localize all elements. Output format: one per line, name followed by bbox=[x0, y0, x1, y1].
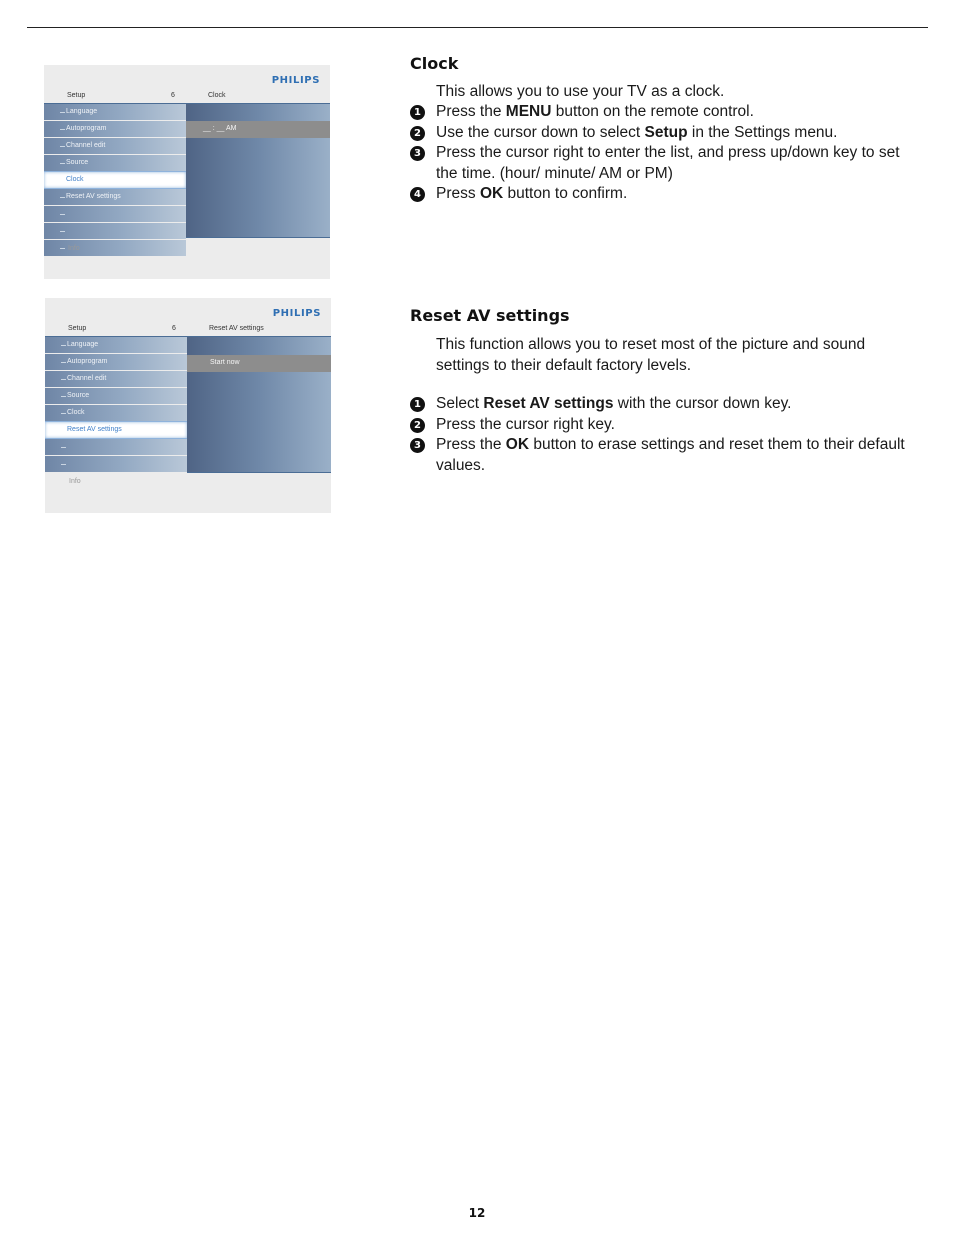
menu-item-empty[interactable] bbox=[44, 240, 186, 256]
step-keyword: Reset AV settings bbox=[483, 395, 614, 412]
reset-av-menu-screenshot bbox=[45, 298, 331, 513]
header-menu-name: Setup bbox=[68, 325, 87, 332]
header-count: 6 bbox=[171, 92, 175, 99]
reset-av-heading: Reset AV settings bbox=[410, 306, 570, 325]
menu-item-source[interactable] bbox=[45, 388, 187, 404]
step-text-end: in the Settings menu. bbox=[687, 123, 838, 141]
philips-logo: PHILIPS bbox=[272, 308, 321, 319]
step-item bbox=[410, 184, 910, 205]
menu-item-marker bbox=[60, 146, 65, 147]
panel-bottom-line bbox=[187, 472, 331, 473]
reset-av-steps-list bbox=[410, 394, 910, 476]
time-value: __ : __ AM bbox=[203, 125, 237, 132]
panel-bottom-line bbox=[186, 237, 330, 238]
step-text: Use the cursor down to select bbox=[436, 123, 645, 141]
step-text: Press the bbox=[436, 436, 506, 453]
menu-item-channel-edit[interactable] bbox=[44, 138, 186, 154]
menu-item-marker bbox=[60, 129, 65, 130]
step-text: Press the cursor right to enter the list, and press up/down key to set the time. (hour/ minute/ AM or PM) bbox=[436, 144, 900, 182]
step-item bbox=[410, 143, 910, 184]
step-text: Press bbox=[436, 185, 480, 202]
step-text: Press the cursor right key. bbox=[436, 415, 615, 433]
step-text: Press the bbox=[436, 103, 506, 120]
step-text: Select bbox=[436, 395, 484, 412]
value-panel bbox=[187, 337, 331, 473]
header-menu-name: Setup bbox=[67, 92, 86, 99]
clock-heading: Clock bbox=[410, 54, 459, 73]
reset-av-intro: This function allows you to reset most of the picture and sound settings to their default factory levels. bbox=[436, 336, 866, 374]
menu-item-autoprogram[interactable] bbox=[45, 354, 187, 370]
menu-item-marker bbox=[61, 413, 66, 414]
menu-item-clock[interactable] bbox=[44, 172, 186, 188]
menu-item-marker bbox=[61, 447, 66, 448]
menu-item-empty[interactable] bbox=[45, 456, 187, 472]
step-text-end: button to confirm. bbox=[503, 185, 628, 202]
menu-item-reset-av-settings[interactable] bbox=[45, 422, 187, 438]
time-value-bar bbox=[186, 121, 330, 138]
menu-item-label: Reset AV settings bbox=[66, 193, 121, 200]
clock-menu-screenshot bbox=[44, 65, 330, 279]
step-number-badge: 2 bbox=[410, 126, 425, 141]
header-count: 6 bbox=[172, 325, 176, 332]
step-item bbox=[410, 435, 910, 476]
menu-item-label: Source bbox=[67, 392, 90, 399]
menu-item-source[interactable] bbox=[44, 155, 186, 171]
menu-item-autoprogram[interactable] bbox=[44, 121, 186, 137]
step-number-badge: 3 bbox=[410, 146, 425, 161]
menu-item-empty[interactable] bbox=[45, 439, 187, 455]
setup-menu-list bbox=[44, 104, 186, 257]
setup-menu-list bbox=[45, 337, 187, 473]
clock-intro: This allows you to use your TV as a clock. bbox=[436, 83, 725, 100]
menu-item-label: Autoprogram bbox=[66, 125, 107, 132]
menu-item-empty[interactable] bbox=[44, 223, 186, 239]
step-number-badge: 3 bbox=[410, 438, 425, 453]
menu-item-marker bbox=[61, 396, 66, 397]
start-now-label: Start now bbox=[210, 359, 240, 366]
step-text-end: with the cursor down key. bbox=[613, 395, 792, 412]
top-rule bbox=[27, 27, 928, 28]
step-keyword: OK bbox=[479, 185, 504, 202]
step-number-badge: 2 bbox=[410, 418, 425, 433]
start-now-bar bbox=[187, 355, 331, 372]
menu-item-empty[interactable] bbox=[44, 206, 186, 222]
menu-item-marker bbox=[61, 379, 66, 380]
menu-item-marker bbox=[61, 345, 66, 346]
clock-steps-list bbox=[410, 102, 910, 205]
menu-item-marker bbox=[61, 362, 66, 363]
menu-header bbox=[45, 322, 331, 337]
step-number-badge: 1 bbox=[410, 397, 425, 412]
menu-item-marker bbox=[61, 464, 66, 465]
step-item bbox=[410, 394, 910, 415]
menu-item-label: Channel edit bbox=[67, 375, 107, 382]
info-label: Info bbox=[68, 245, 80, 252]
menu-item-label: Channel edit bbox=[66, 142, 106, 149]
menu-header bbox=[44, 89, 330, 104]
step-item bbox=[410, 123, 910, 144]
philips-logo: PHILIPS bbox=[271, 75, 320, 86]
menu-item-label: Language bbox=[66, 108, 98, 115]
menu-item-marker bbox=[60, 163, 65, 164]
menu-item-label: Source bbox=[66, 159, 89, 166]
step-item bbox=[410, 102, 910, 123]
menu-item-language[interactable] bbox=[44, 104, 186, 120]
step-keyword: Setup bbox=[644, 123, 688, 141]
menu-item-marker bbox=[60, 197, 65, 198]
step-keyword: MENU bbox=[505, 103, 552, 120]
menu-item-marker bbox=[60, 231, 65, 232]
header-current-item: Reset AV settings bbox=[209, 325, 264, 332]
step-text-end: button on the remote control. bbox=[551, 103, 754, 120]
menu-item-label: Autoprogram bbox=[67, 358, 108, 365]
header-current-item: Clock bbox=[208, 92, 226, 99]
step-number-badge: 4 bbox=[410, 187, 425, 202]
step-text-end: button to erase settings and reset them to their default values. bbox=[436, 436, 905, 474]
step-number-badge: 1 bbox=[410, 105, 425, 120]
menu-item-reset-av-settings[interactable] bbox=[44, 189, 186, 205]
menu-item-marker bbox=[60, 112, 65, 113]
menu-item-label: Clock bbox=[67, 409, 85, 416]
page-number: 12 bbox=[468, 1206, 486, 1220]
step-item bbox=[410, 415, 910, 436]
menu-item-label: Clock bbox=[66, 176, 84, 183]
step-keyword: OK bbox=[505, 436, 530, 453]
menu-item-label: Language bbox=[67, 341, 99, 348]
value-panel bbox=[186, 104, 330, 238]
menu-item-clock[interactable] bbox=[45, 405, 187, 421]
info-label: Info bbox=[69, 478, 81, 485]
menu-item-label: Reset AV settings bbox=[67, 426, 122, 433]
menu-item-language[interactable] bbox=[45, 337, 187, 353]
menu-item-marker bbox=[60, 214, 65, 215]
menu-item-channel-edit[interactable] bbox=[45, 371, 187, 387]
menu-item-marker bbox=[60, 248, 65, 249]
